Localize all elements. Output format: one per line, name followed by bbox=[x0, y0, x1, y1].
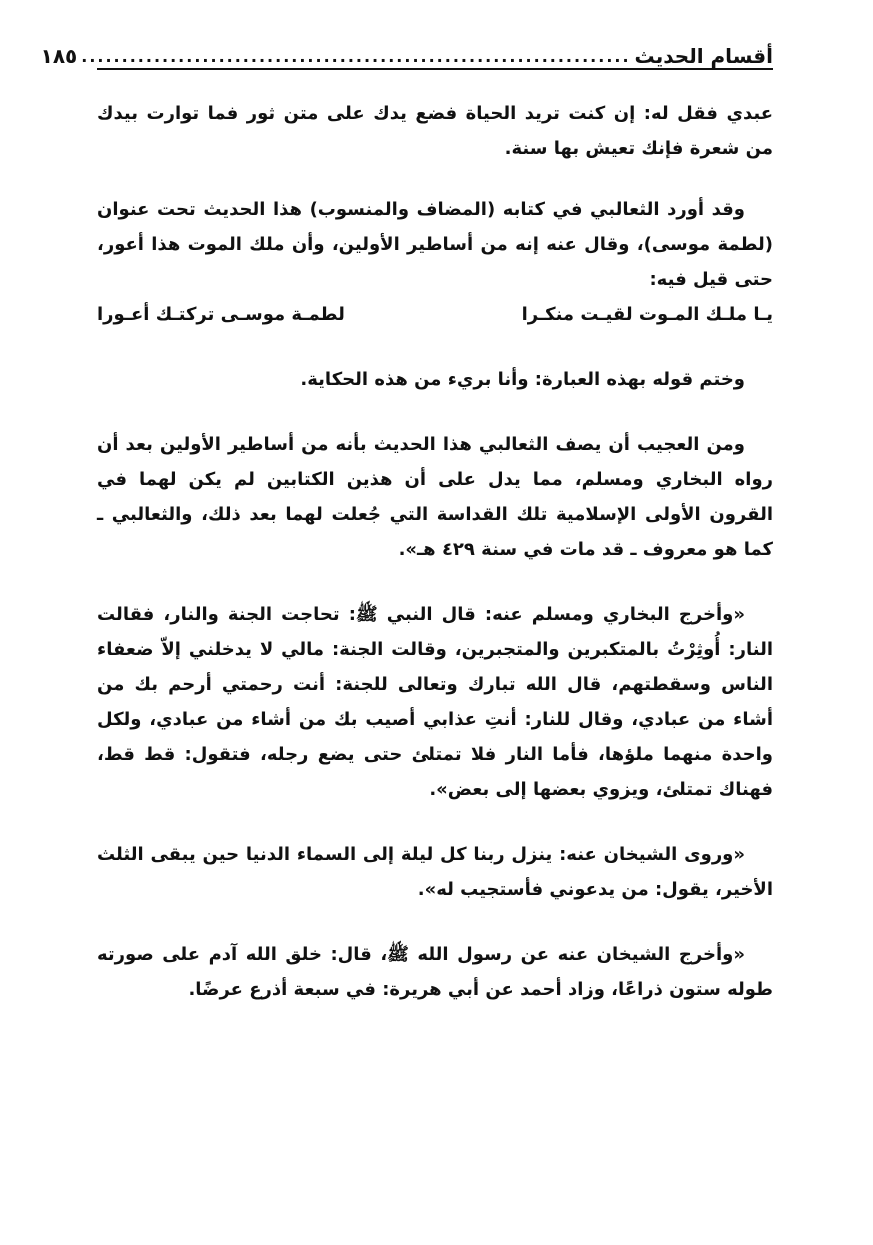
paragraph-6: «وروى الشيخان عنه: ينزل ربنا كل ليلة إلى السماء الدنيا حين يبقى الثلث الأخير، يقول: من يدعوني فأستجيب له». bbox=[97, 844, 773, 900]
paragraph-4: ومن العجيب أن يصف الثعالبي هذا الحديث بأنه من أساطير الأولين بعد أن رواه البخاري ومسلم، مما يدل على أن هذين الكتابين لم يكن لهما في القرون الأولى الإسلامية تلك القداسة التي جُعلت لهما بعد ذلك، والثعالبي ـ كما هو معروف ـ قد مات في سنة ٤٢٩ هـ». bbox=[97, 434, 773, 560]
paragraph-3: وختم قوله بهذه العبارة: وأنا بريء من هذه الحكاية. bbox=[300, 369, 745, 390]
running-title: أقسام الحديث bbox=[634, 44, 773, 68]
paragraph-2: وقد أورد الثعالبي في كتابه (المضاف والمنسوب) هذا الحديث تحت عنوان (لطمة موسى)، وقال عنه إنه من أساطير الأولين، وأن ملك الموت هذا أعور، حتى قيل فيه: bbox=[97, 199, 773, 290]
page-number: ١٨٥ bbox=[40, 44, 78, 68]
paragraph-7: «وأخرج الشيخان عنه عن رسول الله ﷺ، قال: خلق الله آدم على صورته طوله ستون ذراعًا، وزاد أحمد عن أبي هريرة: في سبعة أذرع عرضًا. bbox=[97, 944, 773, 1000]
paragraph-5: «وأخرج البخاري ومسلم عنه: قال النبي ﷺ: تحاجت الجنة والنار، فقالت النار: أُوثِرْتُ بالمتكبرين والمتجبرين، وقالت الجنة: مالي لا يدخلني إلاّ ضعفاء الناس وسقطتهم، قال الله تبارك وتعالى للجنة: أنت رحمتي أرحم بك من أشاء من عبادي، وقال للنار: أنتِ عذابي أصيب بك من أشاء من عبادي، ولكل واحدة منهما ملؤها، فأما النار فلا تمتلئ حتى يضع رجله، فتقول: قط قط، فهناك تمتلئ، ويزوي بعضها إلى بعض». bbox=[97, 604, 773, 800]
verse-first-hemistich: يـا ملـك المـوت لقيـت منكـرا bbox=[521, 304, 773, 325]
verse-second-hemistich: لطمـة موسـى تركتـك أعـورا bbox=[97, 304, 345, 325]
page-header bbox=[40, 34, 773, 70]
paragraph-1: عبدي فقل له: إن كنت تريد الحياة فضع يدك على متن ثور فما توارت بيدك من شعرة فإنك تعيش بها سنة. bbox=[97, 103, 773, 159]
page-body bbox=[97, 96, 773, 1037]
poetry-verse bbox=[97, 297, 773, 332]
leader-dots: .................................................................... bbox=[81, 47, 631, 66]
